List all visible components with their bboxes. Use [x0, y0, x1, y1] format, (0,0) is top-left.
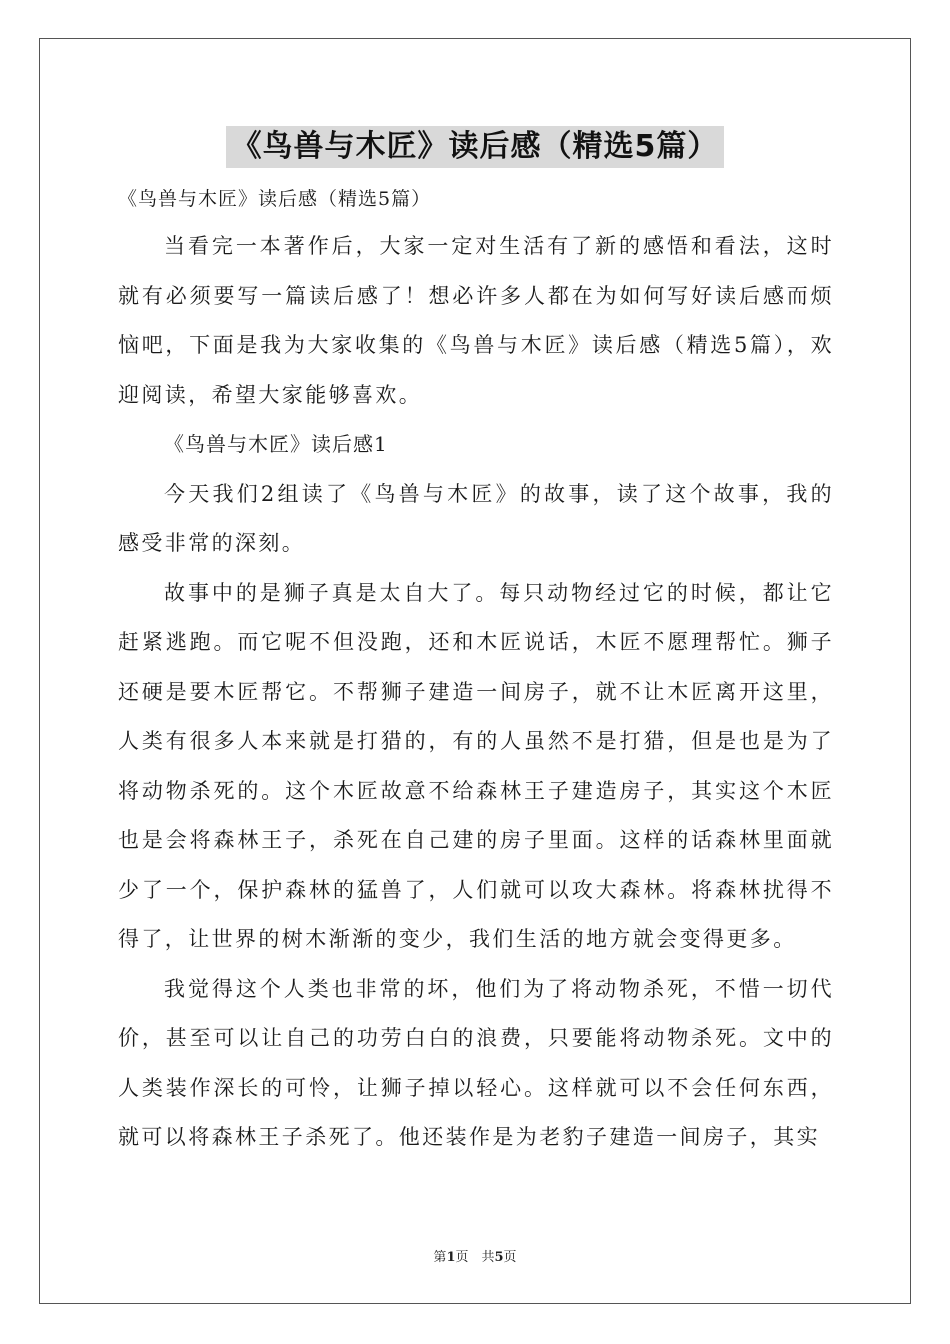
footer-current-page: 1 — [446, 1250, 456, 1265]
body-paragraph: 故事中的是狮子真是太自大了。每只动物经过它的时候，都让它赶紧逃跑。而它呢不但没跑，还和木匠说话，木匠不愿理帮忙。狮子还硬是要木匠帮它。不帮狮子建造一间房子，就不让木匠离开这里，人类有很多人本来就是打猎的，有的人虽然不是打猎，但是也是为了将动物杀死的。这个木匠故意不给森林王子建造房子，其实这个木匠也是会将森林王子，杀死在自己建的房子里面。这样的话森林里面就少了一个，保护森林的猛兽了，人们就可以攻大森林。将森林扰得不得了，让世界的树木渐渐的变少，我们生活的地方就会变得更多。 — [118, 580, 834, 951]
intro-paragraph: 当看完一本著作后，大家一定对生活有了新的感悟和看法，这时就有必须要写一篇读后感了！想必许多人都在为如何写好读后感而烦恼吧，下面是我为大家收集的《鸟兽与木匠》读后感（精选5篇），欢迎阅读，希望大家能够喜欢。 — [118, 234, 834, 407]
footer-page-suffix: 页 — [503, 1250, 517, 1265]
footer-page-prefix: 第 — [433, 1250, 447, 1265]
document-subtitle: 《鸟兽与木匠》读后感（精选5篇） — [118, 188, 432, 210]
body-paragraph: 我觉得这个人类也非常的坏，他们为了将动物杀死，不惜一切代价，甚至可以让自己的功劳白白的浪费，只要能将动物杀死。文中的人类装作深长的可怜，让狮子掉以轻心。这样就可以不会任何东西，就可以将森林王子杀死了。他还装作是为老豹子建造一间房子，其实 — [118, 976, 834, 1149]
document-body — [118, 182, 834, 1163]
footer-page-mid: 页 共 — [455, 1250, 495, 1265]
page-footer — [0, 1246, 950, 1265]
document-title: 《鸟兽与木匠》读后感（精选5篇） — [226, 126, 725, 168]
title-container — [0, 126, 950, 168]
footer-total-pages: 5 — [494, 1250, 504, 1265]
section-heading: 《鸟兽与木匠》读后感1 — [164, 432, 388, 456]
body-paragraph: 今天我们2组读了《鸟兽与木匠》的故事，读了这个故事，我的感受非常的深刻。 — [118, 481, 834, 555]
